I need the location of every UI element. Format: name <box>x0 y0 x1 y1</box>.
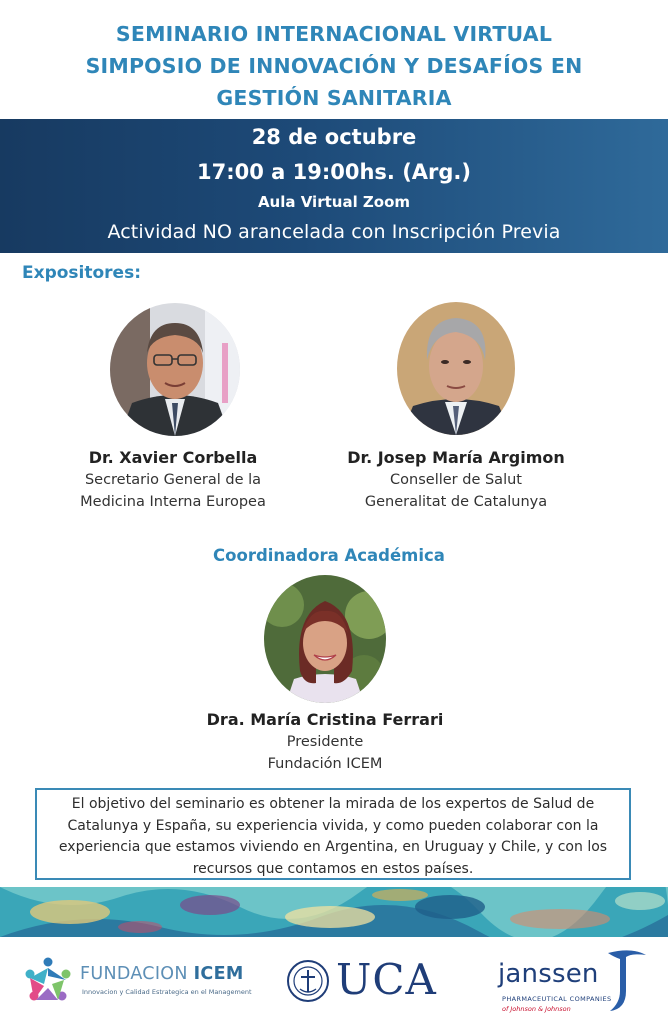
speaker-1-role-line-2: Medicina Interna Europea <box>80 494 266 510</box>
icem-logo <box>22 954 262 1006</box>
decorative-art-strip <box>0 887 668 937</box>
coordinator-heading: Coordinadora Académica <box>213 546 445 565</box>
objective-box: El objetivo del seminario es obtener la mirada de los expertos de Salud de Catalunya y España, su experiencia vivida, y como pueden colaborar con la experiencia que estamos viviendo en Argentina, en Uruguay y Chile, y con los recursos que contamos en estos países. <box>35 788 631 880</box>
speaker-2-role-line-1: Conseller de Salut <box>390 472 522 488</box>
uca-wordmark: UCA <box>336 955 437 1004</box>
event-info-band <box>0 119 668 253</box>
people-circle-icon <box>22 954 74 1006</box>
speaker-1 <box>40 448 306 513</box>
janssen-parent: of Johnson & Johnson <box>502 1005 571 1013</box>
university-seal-icon <box>286 959 330 1003</box>
janssen-wordmark: janssen <box>498 959 599 989</box>
event-time: 17:00 a 19:00hs. (Arg.) <box>196 160 472 184</box>
uca-logo <box>286 957 456 1007</box>
janssen-swoosh-icon <box>602 945 648 1015</box>
speaker-2-name: Dr. Josep María Argimon <box>347 448 565 467</box>
coordinator-role-line-1: Presidente <box>286 734 364 750</box>
speaker-2-photo <box>397 302 515 435</box>
janssen-logo <box>498 945 648 1020</box>
icem-name-light: FUNDACION <box>80 964 194 984</box>
janssen-subtitle: PHARMACEUTICAL COMPANIES <box>502 995 612 1003</box>
title-line-3: GESTIÓN SANITARIA <box>216 86 452 110</box>
coordinator-name: Dra. María Cristina Ferrari <box>206 710 444 729</box>
title-line-1: SEMINARIO INTERNACIONAL VIRTUAL <box>115 22 553 46</box>
speakers-heading: Expositores: <box>22 263 142 283</box>
icem-name <box>80 964 244 984</box>
icem-name-bold: ICEM <box>193 964 244 984</box>
coordinator-photo <box>264 575 386 703</box>
coordinator <box>170 710 480 775</box>
speaker-2 <box>322 448 590 513</box>
event-fee-note: Actividad NO arancelada con Inscripción Previa <box>107 221 561 243</box>
coordinator-role-line-2: Fundación ICEM <box>267 756 383 772</box>
seminar-title <box>0 18 668 114</box>
speaker-1-photo <box>110 303 240 436</box>
title-line-2: SIMPOSIO DE INNOVACIÓN Y DESAFÍOS EN <box>85 54 583 78</box>
speaker-1-name: Dr. Xavier Corbella <box>88 448 258 467</box>
speaker-1-role-line-1: Secretario General de la <box>84 472 262 488</box>
speaker-2-role-line-2: Generalitat de Catalunya <box>364 494 548 510</box>
event-date: 28 de octubre <box>251 125 417 149</box>
icem-tagline: Innovacion y Calidad Estrategica en el Management <box>82 988 252 996</box>
event-venue: Aula Virtual Zoom <box>257 193 411 211</box>
